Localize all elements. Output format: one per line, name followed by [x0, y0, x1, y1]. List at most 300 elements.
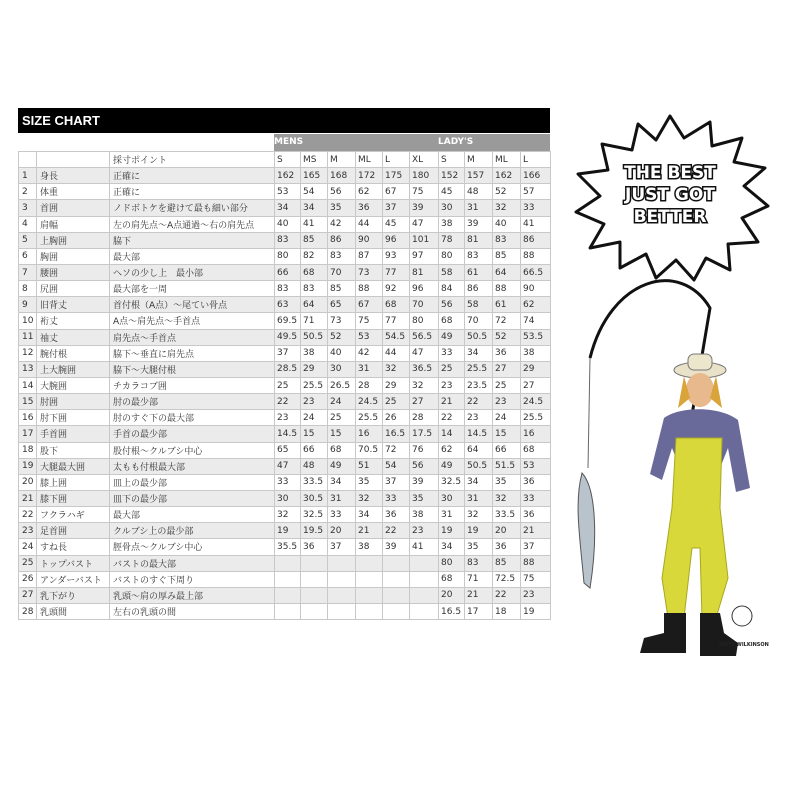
size-value: 72: [493, 313, 521, 329]
size-value: 157: [465, 168, 493, 184]
size-value: 56: [328, 184, 356, 200]
size-value: 64: [465, 442, 493, 458]
size-value: 23: [439, 377, 465, 393]
size-value: 96: [383, 232, 410, 248]
size-value: 31: [328, 490, 356, 506]
size-value: 20: [493, 523, 521, 539]
size-value: 71: [301, 313, 328, 329]
row-number: 16: [19, 410, 37, 426]
size-value: 30.5: [301, 490, 328, 506]
size-value: 30: [439, 200, 465, 216]
row-number: 3: [19, 200, 37, 216]
table-header-row: [19, 152, 551, 168]
size-value: 49.5: [275, 329, 301, 345]
size-value: 70: [465, 313, 493, 329]
size-value: 81: [410, 264, 439, 280]
size-value: 21: [521, 523, 551, 539]
size-value: 53: [275, 184, 301, 200]
table-row: [19, 523, 551, 539]
table-row: [19, 168, 551, 184]
size-value: 32: [493, 490, 521, 506]
row-number: 6: [19, 248, 37, 264]
badge-line-2: JUST GOT: [625, 185, 715, 205]
row-number: 4: [19, 216, 37, 232]
row-number: 2: [19, 184, 37, 200]
measurement-name: 胸囲: [37, 248, 110, 264]
size-value: 19: [465, 523, 493, 539]
size-value: 83: [465, 248, 493, 264]
table-row: [19, 184, 551, 200]
credit-logo-icon: [732, 606, 752, 626]
size-value: 25: [493, 377, 521, 393]
size-value: 85: [493, 248, 521, 264]
size-value: 47: [410, 345, 439, 361]
size-value: 61: [465, 264, 493, 280]
size-value: 24.5: [356, 394, 383, 410]
size-value: 28.5: [275, 361, 301, 377]
size-value: 21: [439, 394, 465, 410]
measurement-point: A点～肩先点～手首点: [110, 313, 275, 329]
size-value: 90: [356, 232, 383, 248]
measurement-point: バストのすぐ下周り: [110, 571, 275, 587]
table-row: [19, 603, 551, 619]
size-value: 51.5: [493, 458, 521, 474]
size-value: 28: [410, 410, 439, 426]
fisherman-illustration: [560, 108, 780, 668]
size-value: 37: [328, 539, 356, 555]
size-value: 65: [328, 297, 356, 313]
size-value: 25.5: [356, 410, 383, 426]
size-value: 54.5: [383, 329, 410, 345]
table-row: [19, 507, 551, 523]
table-row: [19, 248, 551, 264]
size-value: 24: [493, 410, 521, 426]
size-value: 22: [439, 410, 465, 426]
size-value: 33: [521, 490, 551, 506]
size-value: 20: [328, 523, 356, 539]
size-value: 36: [356, 200, 383, 216]
size-value: 52: [328, 329, 356, 345]
size-value: 23: [410, 523, 439, 539]
size-value: 80: [439, 248, 465, 264]
size-value: 165: [301, 168, 328, 184]
size-value: 23: [493, 394, 521, 410]
measurement-point: 脇下～大腿付根: [110, 361, 275, 377]
measurement-name: 肩幅: [37, 216, 110, 232]
size-value: 64: [493, 264, 521, 280]
size-value: 31: [465, 200, 493, 216]
size-value: 26.5: [328, 377, 356, 393]
size-value: 90: [521, 281, 551, 297]
size-value: 180: [410, 168, 439, 184]
row-number: 18: [19, 442, 37, 458]
size-value: 17.5: [410, 426, 439, 442]
size-value: 34: [275, 200, 301, 216]
row-number: 19: [19, 458, 37, 474]
size-value: 31: [356, 361, 383, 377]
size-value: 50.5: [465, 458, 493, 474]
size-value: 29: [521, 361, 551, 377]
size-value: 76: [410, 442, 439, 458]
table-row: [19, 216, 551, 232]
size-value: [410, 555, 439, 571]
size-value: 166: [521, 168, 551, 184]
size-value: 23.5: [465, 377, 493, 393]
size-value: 30: [328, 361, 356, 377]
group-ladys: [438, 134, 550, 151]
size-value: [410, 603, 439, 619]
size-value: S: [439, 152, 465, 168]
table-row: [19, 587, 551, 603]
table-row: [19, 474, 551, 490]
measurement-name: 旧背丈: [37, 297, 110, 313]
size-value: 93: [383, 248, 410, 264]
size-value: [356, 603, 383, 619]
size-value: 21: [356, 523, 383, 539]
size-value: 64: [301, 297, 328, 313]
size-value: M: [465, 152, 493, 168]
size-value: [328, 555, 356, 571]
size-value: 87: [356, 248, 383, 264]
size-value: 78: [439, 232, 465, 248]
size-value: 66: [301, 442, 328, 458]
size-value: 39: [410, 200, 439, 216]
table-row: [19, 555, 551, 571]
measurement-name: フクラハギ: [37, 507, 110, 523]
measurement-point: 皿上の最少部: [110, 474, 275, 490]
table-row: [19, 313, 551, 329]
size-value: 83: [493, 232, 521, 248]
size-value: 33: [275, 474, 301, 490]
size-value: 34: [465, 474, 493, 490]
size-value: 45: [383, 216, 410, 232]
size-value: M: [328, 152, 356, 168]
size-value: 32: [493, 200, 521, 216]
measurement-point: 左右の乳頭の間: [110, 603, 275, 619]
size-value: 35: [356, 474, 383, 490]
measurement-name: 乳頭間: [37, 603, 110, 619]
size-value: 40: [275, 216, 301, 232]
size-value: 32.5: [301, 507, 328, 523]
size-value: 101: [410, 232, 439, 248]
row-number: 28: [19, 603, 37, 619]
row-number: 8: [19, 281, 37, 297]
size-value: 19: [439, 523, 465, 539]
size-value: 24: [301, 410, 328, 426]
size-value: 42: [328, 216, 356, 232]
size-value: 33.5: [301, 474, 328, 490]
size-value: 23: [521, 587, 551, 603]
waders: [662, 438, 728, 618]
size-value: 32: [465, 507, 493, 523]
size-value: 53: [356, 329, 383, 345]
table-row: [19, 329, 551, 345]
size-value: [356, 587, 383, 603]
size-table: [18, 151, 551, 620]
table-row: [19, 458, 551, 474]
size-value: 68: [521, 442, 551, 458]
size-value: [383, 555, 410, 571]
size-value: 85: [493, 555, 521, 571]
table-row: [19, 490, 551, 506]
size-value: 172: [356, 168, 383, 184]
measurement-name: 尻囲: [37, 281, 110, 297]
measurement-point: ヘソの少し上 最小部: [110, 264, 275, 280]
size-value: 38: [301, 345, 328, 361]
measurement-name: 体重: [37, 184, 110, 200]
size-value: 24.5: [521, 394, 551, 410]
size-value: 27: [493, 361, 521, 377]
size-value: 27: [521, 377, 551, 393]
size-value: [275, 555, 301, 571]
size-value: 86: [465, 281, 493, 297]
row-number: 17: [19, 426, 37, 442]
row-number: 23: [19, 523, 37, 539]
row-number: [19, 152, 37, 168]
head: [686, 373, 714, 407]
table-row: [19, 361, 551, 377]
size-value: 25: [328, 410, 356, 426]
size-value: 65: [275, 442, 301, 458]
size-value: 34: [328, 474, 356, 490]
size-value: 19: [521, 603, 551, 619]
measurement-name: 膝上囲: [37, 474, 110, 490]
size-value: 83: [328, 248, 356, 264]
size-value: 49: [328, 458, 356, 474]
row-number: 24: [19, 539, 37, 555]
size-value: 66: [493, 442, 521, 458]
group-ladys-label: LADY'S: [438, 137, 474, 147]
size-value: 23: [301, 394, 328, 410]
size-value: 30: [439, 490, 465, 506]
size-value: 19.5: [301, 523, 328, 539]
size-value: 70.5: [356, 442, 383, 458]
measurement-point: 肘のすぐ下の最大部: [110, 410, 275, 426]
size-value: 38: [356, 539, 383, 555]
size-value: 25: [275, 377, 301, 393]
row-number: 7: [19, 264, 37, 280]
size-value: 33: [521, 200, 551, 216]
size-value: 33: [439, 345, 465, 361]
measurement-name: 上胸囲: [37, 232, 110, 248]
size-value: 69.5: [275, 313, 301, 329]
measurement-point: 皿下の最少部: [110, 490, 275, 506]
measurement-point: 脇下: [110, 232, 275, 248]
size-value: 48: [465, 184, 493, 200]
size-value: [301, 555, 328, 571]
size-value: 54: [301, 184, 328, 200]
size-value: 16: [521, 426, 551, 442]
size-value: 19: [275, 523, 301, 539]
size-value: 28: [356, 377, 383, 393]
size-value: 37: [383, 200, 410, 216]
measurement-name: 大腕囲: [37, 377, 110, 393]
size-value: 162: [275, 168, 301, 184]
measurement-point: 最大部: [110, 248, 275, 264]
size-value: 39: [410, 474, 439, 490]
size-value: 18: [493, 603, 521, 619]
size-value: 52: [493, 184, 521, 200]
size-value: 88: [493, 281, 521, 297]
size-value: 68: [301, 264, 328, 280]
measurement-name: 身長: [37, 168, 110, 184]
table-row: [19, 426, 551, 442]
size-value: 32: [275, 507, 301, 523]
size-value: [356, 571, 383, 587]
size-value: L: [521, 152, 551, 168]
size-value: 58: [439, 264, 465, 280]
size-value: 88: [356, 281, 383, 297]
measurement-point: 正確に: [110, 184, 275, 200]
size-value: 25.5: [301, 377, 328, 393]
size-value: 71: [465, 571, 493, 587]
size-value: 47: [275, 458, 301, 474]
size-value: [383, 587, 410, 603]
size-value: 73: [356, 264, 383, 280]
size-value: 81: [465, 232, 493, 248]
size-value: 17: [465, 603, 493, 619]
size-value: 22: [465, 394, 493, 410]
size-value: 14.5: [465, 426, 493, 442]
size-value: 34: [465, 345, 493, 361]
size-value: 37: [383, 474, 410, 490]
table-row: [19, 345, 551, 361]
size-value: 37: [521, 539, 551, 555]
size-value: 33: [328, 507, 356, 523]
measurement-point: ノドボトケを避けて最も細い部分: [110, 200, 275, 216]
row-number: 9: [19, 297, 37, 313]
measurement-name: トップバスト: [37, 555, 110, 571]
row-number: 5: [19, 232, 37, 248]
size-value: 27: [410, 394, 439, 410]
size-value: [301, 587, 328, 603]
size-value: 168: [328, 168, 356, 184]
row-number: 14: [19, 377, 37, 393]
measurement-point: 首付根（A点）～尾てい骨点: [110, 297, 275, 313]
size-value: 34: [301, 200, 328, 216]
measurement-name: すね長: [37, 539, 110, 555]
size-value: 32.5: [439, 474, 465, 490]
measurement-name: 膝下囲: [37, 490, 110, 506]
row-number: 15: [19, 394, 37, 410]
size-value: 36: [383, 507, 410, 523]
size-chart-title: SIZE CHART: [18, 108, 550, 133]
badge-line-1: THE BEST: [624, 163, 716, 183]
size-value: 40: [328, 345, 356, 361]
size-value: 35: [465, 539, 493, 555]
size-value: [275, 603, 301, 619]
size-value: 36.5: [410, 361, 439, 377]
size-value: [328, 571, 356, 587]
table-row: [19, 264, 551, 280]
size-value: 50.5: [301, 329, 328, 345]
measurement-name: 上大腕囲: [37, 361, 110, 377]
table-row: [19, 232, 551, 248]
size-value: 25: [383, 394, 410, 410]
measurement-name: 肘下囲: [37, 410, 110, 426]
size-value: 36: [521, 507, 551, 523]
row-number: 12: [19, 345, 37, 361]
size-value: 37: [275, 345, 301, 361]
row-number: 1: [19, 168, 37, 184]
size-value: 32: [383, 361, 410, 377]
size-value: [356, 555, 383, 571]
size-value: 36: [301, 539, 328, 555]
row-number: 25: [19, 555, 37, 571]
measurement-point: 肩先点～手首点: [110, 329, 275, 345]
size-value: 36: [493, 539, 521, 555]
size-value: 61: [493, 297, 521, 313]
size-value: 26: [383, 410, 410, 426]
size-value: 83: [275, 232, 301, 248]
size-value: 49: [439, 329, 465, 345]
size-value: 77: [383, 313, 410, 329]
size-value: 25.5: [521, 410, 551, 426]
badge-line-3: BETTER: [633, 207, 707, 227]
measurement-name: 首囲: [37, 200, 110, 216]
size-value: 88: [521, 248, 551, 264]
measurement-point: 最大部を一周: [110, 281, 275, 297]
the-best-badge: [576, 116, 768, 280]
size-value: 41: [410, 539, 439, 555]
size-value: XL: [410, 152, 439, 168]
size-value: 86: [521, 232, 551, 248]
size-value: 86: [328, 232, 356, 248]
size-value: 56: [410, 458, 439, 474]
left-boot: [640, 613, 686, 653]
size-value: 31: [439, 507, 465, 523]
size-value: 67: [383, 184, 410, 200]
size-value: 39: [383, 539, 410, 555]
size-value: 22: [383, 523, 410, 539]
size-value: 36: [521, 474, 551, 490]
size-value: 35: [410, 490, 439, 506]
size-value: 22: [493, 587, 521, 603]
row-number: 13: [19, 361, 37, 377]
row-number: 27: [19, 587, 37, 603]
size-value: [301, 571, 328, 587]
table-row: [19, 539, 551, 555]
size-value: 66: [275, 264, 301, 280]
size-value: ML: [493, 152, 521, 168]
size-value: 49: [439, 458, 465, 474]
size-value: 32: [410, 377, 439, 393]
size-value: 30: [275, 490, 301, 506]
size-value: [383, 603, 410, 619]
size-value: 82: [301, 248, 328, 264]
size-value: L: [383, 152, 410, 168]
size-value: 80: [439, 555, 465, 571]
size-value: 34: [356, 507, 383, 523]
size-value: 72: [383, 442, 410, 458]
size-value: 47: [410, 216, 439, 232]
size-value: 68: [439, 313, 465, 329]
size-value: 68: [328, 442, 356, 458]
size-value: 22: [275, 394, 301, 410]
size-value: 33: [383, 490, 410, 506]
table-row: [19, 200, 551, 216]
size-value: 56: [439, 297, 465, 313]
size-value: 29: [301, 361, 328, 377]
size-value: 62: [521, 297, 551, 313]
measurement-name: 肘囲: [37, 394, 110, 410]
size-value: 29: [383, 377, 410, 393]
table-row: [19, 571, 551, 587]
size-value: 15: [493, 426, 521, 442]
table-row: [19, 297, 551, 313]
table-row: [19, 442, 551, 458]
size-value: 15: [328, 426, 356, 442]
